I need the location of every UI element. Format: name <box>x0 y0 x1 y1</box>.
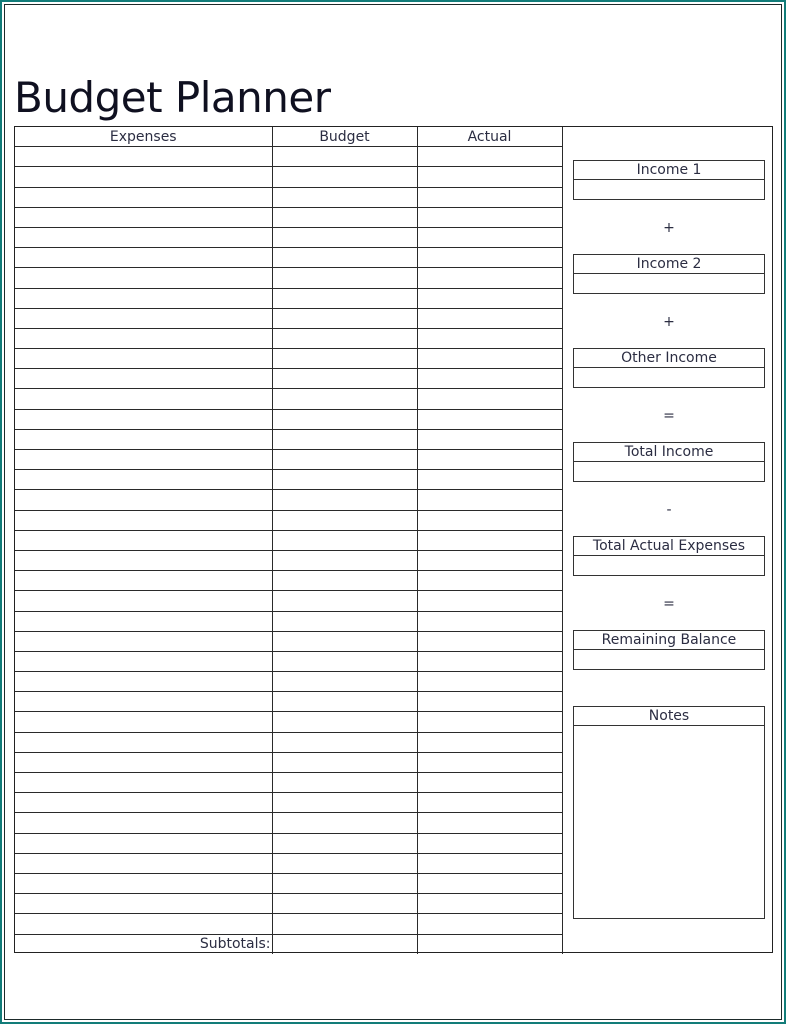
table-row <box>15 510 562 530</box>
expense-cell[interactable] <box>15 470 272 490</box>
actual-cell[interactable] <box>417 591 562 611</box>
budget-cell[interactable] <box>272 571 417 591</box>
header-expenses: Expenses <box>15 127 272 147</box>
remaining-balance-box <box>573 630 765 670</box>
table-row <box>15 450 562 470</box>
budget-cell[interactable] <box>272 450 417 470</box>
budget-cell[interactable] <box>272 510 417 530</box>
other-income-box <box>573 348 765 388</box>
budget-cell[interactable] <box>272 248 417 268</box>
expense-cell[interactable] <box>15 692 272 712</box>
expense-cell[interactable] <box>15 187 272 207</box>
actual-cell[interactable] <box>417 248 562 268</box>
actual-cell[interactable] <box>417 853 562 873</box>
budget-cell[interactable] <box>272 409 417 429</box>
budget-cell[interactable] <box>272 873 417 893</box>
actual-cell[interactable] <box>417 328 562 348</box>
expense-cell[interactable] <box>15 773 272 793</box>
actual-cell[interactable] <box>417 732 562 752</box>
header-budget: Budget <box>272 127 417 147</box>
income-1-box <box>573 160 765 200</box>
expense-cell[interactable] <box>15 853 272 873</box>
notes-field[interactable] <box>574 726 764 919</box>
equals-operator: = <box>663 596 675 612</box>
budget-cell[interactable] <box>272 328 417 348</box>
actual-cell[interactable] <box>417 167 562 187</box>
table-row <box>15 894 562 914</box>
expense-cell[interactable] <box>15 530 272 550</box>
actual-cell[interactable] <box>417 833 562 853</box>
actual-cell[interactable] <box>417 450 562 470</box>
table-row <box>15 853 562 873</box>
notes-label: Notes <box>574 707 764 726</box>
expense-cell[interactable] <box>15 409 272 429</box>
budget-cell[interactable] <box>272 813 417 833</box>
expense-cell[interactable] <box>15 611 272 631</box>
expense-cell[interactable] <box>15 833 272 853</box>
total-actual-expenses-label: Total Actual Expenses <box>574 537 764 556</box>
expense-cell[interactable] <box>15 873 272 893</box>
expense-cell[interactable] <box>15 308 272 328</box>
budget-cell[interactable] <box>272 227 417 247</box>
income-2-label: Income 2 <box>574 255 764 274</box>
table-row <box>15 207 562 227</box>
budget-cell[interactable] <box>272 833 417 853</box>
expense-cell[interactable] <box>15 651 272 671</box>
budget-cell[interactable] <box>272 591 417 611</box>
table-row <box>15 268 562 288</box>
table-row <box>15 793 562 813</box>
table-row <box>15 550 562 570</box>
table-row <box>15 732 562 752</box>
table-row <box>15 773 562 793</box>
expense-cell[interactable] <box>15 328 272 348</box>
actual-cell[interactable] <box>417 207 562 227</box>
expense-cell[interactable] <box>15 369 272 389</box>
table-row <box>15 530 562 550</box>
table-row <box>15 591 562 611</box>
table-row <box>15 712 562 732</box>
budget-cell[interactable] <box>272 550 417 570</box>
expense-cell[interactable] <box>15 227 272 247</box>
budget-cell[interactable] <box>272 752 417 772</box>
income-2-field[interactable] <box>574 274 764 293</box>
actual-cell[interactable] <box>417 793 562 813</box>
expense-cell[interactable] <box>15 288 272 308</box>
expenses-table-body <box>15 147 562 954</box>
actual-cell[interactable] <box>417 550 562 570</box>
notes-box <box>573 706 765 919</box>
expense-cell[interactable] <box>15 147 272 167</box>
budget-cell[interactable] <box>272 611 417 631</box>
actual-cell[interactable] <box>417 187 562 207</box>
equals-operator: = <box>663 408 675 424</box>
table-row <box>15 873 562 893</box>
table-row <box>15 328 562 348</box>
expenses-table <box>15 127 563 954</box>
budget-cell[interactable] <box>272 530 417 550</box>
table-row <box>15 409 562 429</box>
minus-operator: - <box>666 502 672 518</box>
income-panel <box>565 127 772 952</box>
total-actual-expenses-box <box>573 536 765 576</box>
table-row <box>15 571 562 591</box>
budget-cell[interactable] <box>272 167 417 187</box>
budget-cell[interactable] <box>272 712 417 732</box>
budget-cell[interactable] <box>272 490 417 510</box>
table-row <box>15 813 562 833</box>
table-row <box>15 389 562 409</box>
actual-cell[interactable] <box>417 530 562 550</box>
budget-cell[interactable] <box>272 651 417 671</box>
expense-cell[interactable] <box>15 490 272 510</box>
actual-cell[interactable] <box>417 470 562 490</box>
budget-cell[interactable] <box>272 894 417 914</box>
expense-cell[interactable] <box>15 914 272 934</box>
budget-cell[interactable] <box>272 308 417 328</box>
actual-cell[interactable] <box>417 429 562 449</box>
expense-cell[interactable] <box>15 450 272 470</box>
actual-subtotal-cell[interactable] <box>417 934 562 954</box>
table-row <box>15 227 562 247</box>
budget-cell[interactable] <box>272 631 417 651</box>
actual-cell[interactable] <box>417 147 562 167</box>
remaining-balance-field[interactable] <box>574 650 764 669</box>
budget-cell[interactable] <box>272 288 417 308</box>
expense-cell[interactable] <box>15 793 272 813</box>
total-income-field[interactable] <box>574 462 764 481</box>
table-row <box>15 187 562 207</box>
subtotals-label: Subtotals: <box>15 934 272 954</box>
expense-cell[interactable] <box>15 429 272 449</box>
budget-cell[interactable] <box>272 349 417 369</box>
actual-cell[interactable] <box>417 409 562 429</box>
budget-cell[interactable] <box>272 187 417 207</box>
table-row <box>15 167 562 187</box>
table-row <box>15 692 562 712</box>
other-income-field[interactable] <box>574 368 764 387</box>
table-row <box>15 611 562 631</box>
budget-cell[interactable] <box>272 207 417 227</box>
table-header-row <box>15 127 562 147</box>
actual-cell[interactable] <box>417 611 562 631</box>
table-row <box>15 288 562 308</box>
expense-cell[interactable] <box>15 752 272 772</box>
expense-cell[interactable] <box>15 732 272 752</box>
actual-cell[interactable] <box>417 894 562 914</box>
expense-cell[interactable] <box>15 813 272 833</box>
budget-cell[interactable] <box>272 853 417 873</box>
budget-cell[interactable] <box>272 692 417 712</box>
actual-cell[interactable] <box>417 692 562 712</box>
table-row <box>15 147 562 167</box>
table-row <box>15 914 562 934</box>
header-actual: Actual <box>417 127 562 147</box>
actual-cell[interactable] <box>417 651 562 671</box>
income-1-label: Income 1 <box>574 161 764 180</box>
actual-cell[interactable] <box>417 227 562 247</box>
actual-cell[interactable] <box>417 712 562 732</box>
budget-cell[interactable] <box>272 268 417 288</box>
table-row <box>15 248 562 268</box>
table-row <box>15 349 562 369</box>
budget-cell[interactable] <box>272 429 417 449</box>
income-1-field[interactable] <box>574 180 764 199</box>
table-row <box>15 672 562 692</box>
table-row <box>15 752 562 772</box>
page-title: Budget Planner <box>14 73 331 122</box>
budget-cell[interactable] <box>272 914 417 934</box>
total-income-label: Total Income <box>574 443 764 462</box>
table-row <box>15 490 562 510</box>
budget-cell[interactable] <box>272 369 417 389</box>
expense-cell[interactable] <box>15 268 272 288</box>
actual-cell[interactable] <box>417 349 562 369</box>
table-row <box>15 369 562 389</box>
budget-cell[interactable] <box>272 147 417 167</box>
expense-cell[interactable] <box>15 712 272 732</box>
actual-cell[interactable] <box>417 873 562 893</box>
table-row <box>15 833 562 853</box>
expense-cell[interactable] <box>15 248 272 268</box>
table-row <box>15 308 562 328</box>
actual-cell[interactable] <box>417 288 562 308</box>
budget-cell[interactable] <box>272 732 417 752</box>
expense-cell[interactable] <box>15 349 272 369</box>
expense-cell[interactable] <box>15 550 272 570</box>
actual-cell[interactable] <box>417 308 562 328</box>
actual-cell[interactable] <box>417 752 562 772</box>
budget-cell[interactable] <box>272 672 417 692</box>
table-row <box>15 651 562 671</box>
table-row <box>15 429 562 449</box>
actual-cell[interactable] <box>417 813 562 833</box>
plus-operator: + <box>663 220 675 236</box>
plus-operator: + <box>663 314 675 330</box>
actual-cell[interactable] <box>417 571 562 591</box>
budget-cell[interactable] <box>272 773 417 793</box>
expense-cell[interactable] <box>15 510 272 530</box>
actual-cell[interactable] <box>417 490 562 510</box>
actual-cell[interactable] <box>417 369 562 389</box>
budget-cell[interactable] <box>272 470 417 490</box>
income-2-box <box>573 254 765 294</box>
expense-cell[interactable] <box>15 207 272 227</box>
budget-sheet <box>14 126 773 953</box>
expense-cell[interactable] <box>15 571 272 591</box>
subtotal-row <box>15 934 562 954</box>
budget-cell[interactable] <box>272 793 417 813</box>
actual-cell[interactable] <box>417 773 562 793</box>
budget-cell[interactable] <box>272 389 417 409</box>
actual-cell[interactable] <box>417 672 562 692</box>
expense-cell[interactable] <box>15 389 272 409</box>
actual-cell[interactable] <box>417 914 562 934</box>
actual-cell[interactable] <box>417 268 562 288</box>
other-income-label: Other Income <box>574 349 764 368</box>
table-row <box>15 470 562 490</box>
actual-cell[interactable] <box>417 631 562 651</box>
budget-subtotal-cell[interactable] <box>272 934 417 954</box>
actual-cell[interactable] <box>417 510 562 530</box>
actual-cell[interactable] <box>417 389 562 409</box>
table-row <box>15 631 562 651</box>
expense-cell[interactable] <box>15 167 272 187</box>
expense-cell[interactable] <box>15 672 272 692</box>
expense-cell[interactable] <box>15 631 272 651</box>
expense-cell[interactable] <box>15 591 272 611</box>
total-income-box <box>573 442 765 482</box>
remaining-balance-label: Remaining Balance <box>574 631 764 650</box>
total-actual-expenses-field[interactable] <box>574 556 764 575</box>
expense-cell[interactable] <box>15 894 272 914</box>
